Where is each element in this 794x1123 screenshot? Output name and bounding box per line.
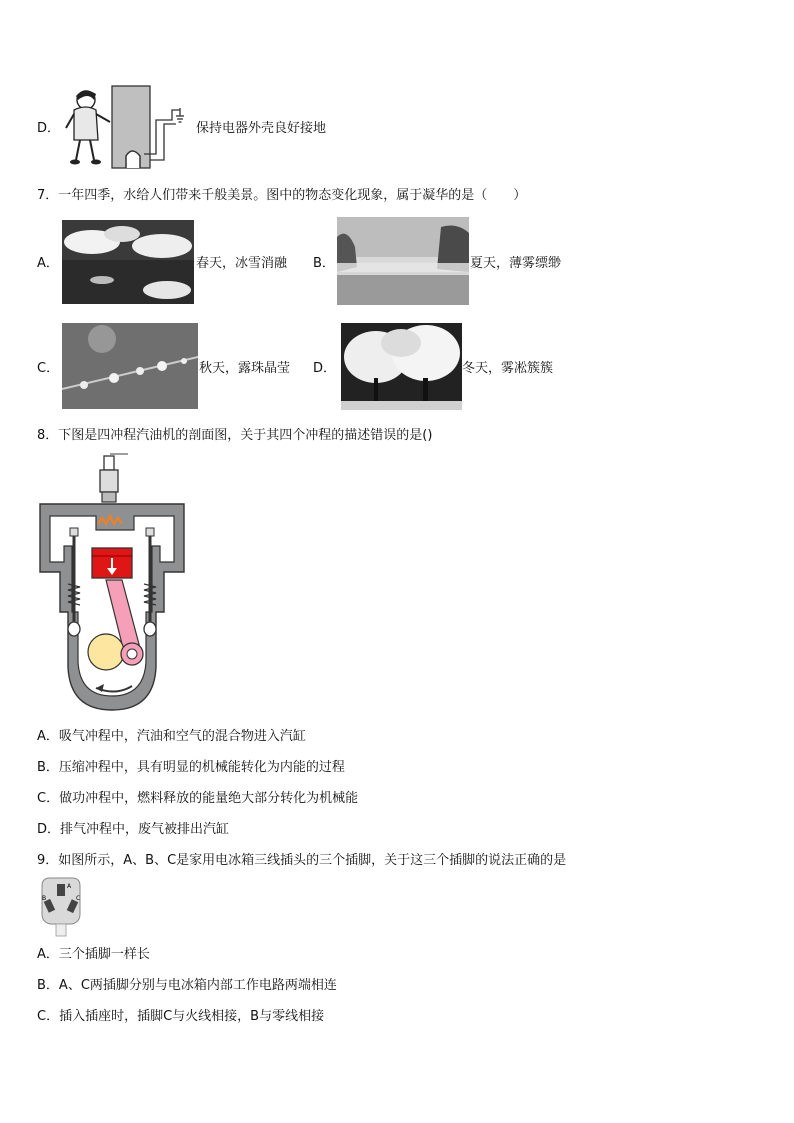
- q7-option-a-text: 春天，冰雪消融: [196, 256, 288, 271]
- q8-option-d-text: 排气冲程中，废气被排出汽缸: [60, 822, 230, 837]
- q7-option-d-label: D．: [313, 361, 337, 376]
- q9-stem: 9．如图所示，A、B、C是家用电冰箱三线插头的三个插脚，关于这三个插脚的说法正确的是: [37, 853, 567, 868]
- grounding-illustration: [60, 84, 195, 170]
- q7-stem: 7．一年四季，水给人们带来千般美景。图中的物态变化现象，属于凝华的是（ ）: [37, 188, 527, 203]
- q9-option-b-label: B．: [37, 978, 59, 993]
- q8-option-a-text: 吸气冲程中，汽油和空气的混合物进入汽缸: [58, 729, 306, 744]
- q6-option-d-label: D．: [37, 121, 61, 136]
- plug-label-c: C: [76, 895, 81, 902]
- q7-option-c-text: 秋天，露珠晶莹: [199, 361, 291, 376]
- q7-option-b-label: B．: [313, 256, 335, 271]
- q8-option-c-text: 做功冲程中，燃料释放的能量绝大部分转化为机械能: [59, 791, 359, 806]
- q9-option-c-text: 插入插座时，插脚C与火线相接，B与零线相接: [59, 1009, 325, 1024]
- q7-option-c-label: C．: [37, 361, 60, 376]
- q6-option-d-text: 保持电器外壳良好接地: [196, 121, 327, 136]
- q8-option-b-label: B．: [37, 760, 59, 775]
- q9-option-a-label: A．: [37, 947, 59, 962]
- q8-stem: 8．下图是四冲程汽油机的剖面图，关于其四个冲程的描述错误的是(): [37, 428, 433, 443]
- q8-option-d-label: D．: [37, 822, 61, 837]
- q7-option-d-text: 冬天，雾凇簇簇: [462, 361, 554, 376]
- q8-option-c-label: C．: [37, 791, 60, 806]
- q8-option-b: [37, 760, 345, 776]
- q8-option-b-text: 压缩冲程中，具有明显的机械能转化为内能的过程: [58, 760, 345, 775]
- q9-option-a: [37, 947, 150, 963]
- q8-option-a: [37, 729, 306, 745]
- q7-option-b-text: 夏天，薄雾缥缈: [470, 256, 562, 271]
- q7-option-a-label: A．: [37, 256, 59, 271]
- plug-label-a: A: [67, 883, 72, 890]
- misty-river-photo: [337, 217, 469, 305]
- rime-trees-photo: [341, 323, 462, 410]
- engine-cross-section-diagram: [36, 452, 188, 715]
- q9-option-b-text: A、C两插脚分别与电冰箱内部工作电路两端相连: [58, 978, 337, 993]
- q9-option-c-label: C．: [37, 1009, 60, 1024]
- q9-option-c: [37, 1009, 324, 1025]
- q9-option-a-text: 三个插脚一样长: [58, 947, 150, 962]
- plug-label-b: B: [42, 895, 47, 902]
- three-pin-plug-diagram: [36, 876, 86, 940]
- q9-option-b: [37, 978, 337, 994]
- q8-option-d: [37, 822, 229, 838]
- melting-snow-photo: [62, 220, 194, 304]
- dewdrops-photo: [62, 323, 198, 409]
- q8-option-c: [37, 791, 358, 807]
- q8-option-a-label: A．: [37, 729, 59, 744]
